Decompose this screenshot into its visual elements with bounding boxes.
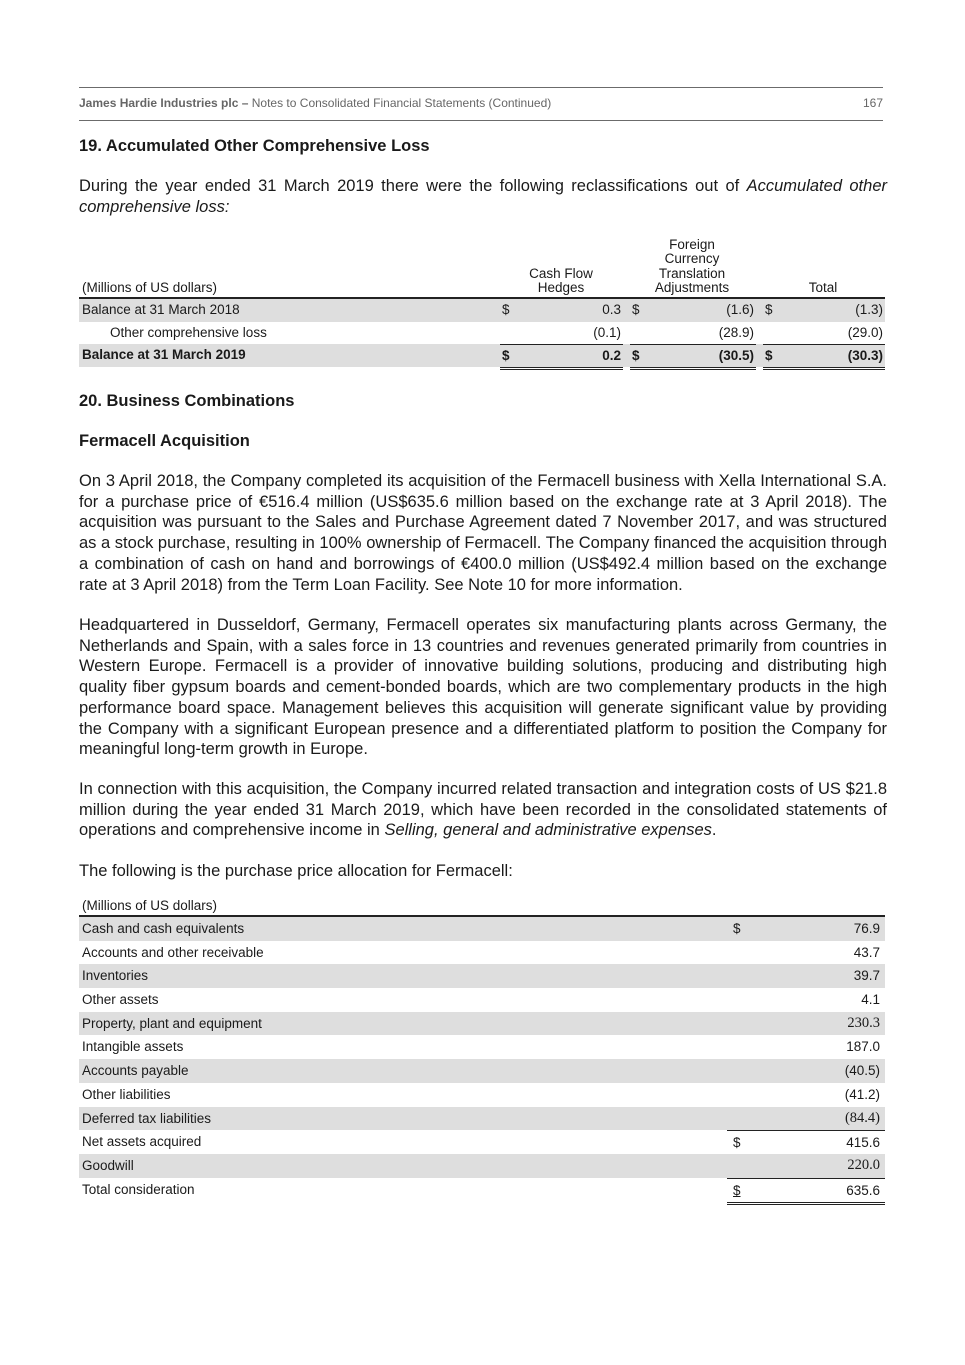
- row-label: Property, plant and equipment: [82, 1015, 262, 1031]
- header-top-rule: [79, 87, 883, 88]
- row-value: 230.3: [847, 1014, 880, 1031]
- table-row: [79, 1012, 885, 1036]
- row-value: 635.6: [846, 1182, 880, 1198]
- purchase-price-table: [79, 896, 885, 1201]
- currency-symbol: $: [733, 1135, 741, 1151]
- intro-italic-text: Accumulated other comprehensive loss:: [79, 177, 887, 216]
- currency-symbol: $: [733, 1182, 741, 1198]
- row-value: 220.0: [847, 1156, 880, 1173]
- row-label: Net assets acquired: [82, 1134, 202, 1150]
- total-value: (1.3): [855, 302, 883, 317]
- table-row-total: [79, 344, 885, 367]
- total-value: (29.0): [847, 324, 883, 340]
- cash-flow-hedges-value: 0.2: [602, 348, 621, 363]
- fx-translation-value: (30.5): [718, 348, 754, 363]
- para3-italic-text: Selling, general and administrative expenses: [384, 821, 712, 840]
- cash-flow-hedges-value: 0.3: [602, 302, 621, 317]
- row-value: 187.0: [846, 1039, 880, 1055]
- table-row: [79, 1154, 885, 1178]
- currency-symbol: $: [765, 348, 773, 363]
- row-label: Deferred tax liabilities: [82, 1110, 212, 1126]
- table-row-subtotal: [79, 1130, 885, 1154]
- table-row: [79, 917, 885, 941]
- row-value: 43.7: [853, 944, 880, 960]
- table-row: [79, 988, 885, 1012]
- row-label: Balance at 31 March 2019: [82, 347, 246, 362]
- currency-symbol: $: [632, 348, 640, 363]
- paragraph-allocation-intro: The following is the purchase price allocation for Fermacell:: [79, 862, 513, 880]
- section-19-title: 19. Accumulated Other Comprehensive Loss: [79, 137, 430, 155]
- intro-text: During the year ended 31 March 2019 there were the following reclassifications out of: [79, 177, 747, 195]
- table-row: [79, 299, 885, 322]
- row-label: Total consideration: [82, 1181, 195, 1197]
- row-value: 39.7: [853, 968, 880, 984]
- currency-symbol: $: [502, 348, 510, 363]
- total-value: (30.3): [847, 348, 883, 363]
- fx-translation-value: (28.9): [718, 324, 754, 340]
- row-value: 415.6: [846, 1135, 880, 1151]
- row-label: Goodwill: [82, 1157, 134, 1173]
- row-label: Other assets: [82, 992, 159, 1008]
- currency-symbol: $: [502, 302, 510, 317]
- aoci-table-header: [79, 235, 885, 299]
- row-label: Accounts and other receivable: [82, 944, 264, 960]
- page-header: [79, 96, 883, 110]
- paragraph-transaction-costs: [79, 779, 887, 841]
- table-row: [79, 941, 885, 965]
- row-value: 4.1: [861, 992, 880, 1008]
- page-number: 167: [862, 96, 883, 110]
- row-value: (40.5): [844, 1063, 880, 1079]
- paragraph-acquisition: On 3 April 2018, the Company completed its acquisition of the Fermacell business with Xella International S.A. for a purchase price of €516.4 million (US$635.6 million based on the exchange rate at 3 April 2018). The acquisition was pursuant to the Sales and Purchase Agreement dated 7 November 2017, and was structured as a stock purchase, resulting in 100% ownership of Fermacell. The Company financed the acquisition through a combination of cash on hand and borrowings of €400.0 million (US$492.4 million based on the exchange rate at 3 April 2018) from the Term Loan Facility. See Note 10 for more information.: [79, 472, 887, 594]
- col-cash-flow-hedges: Cash Flow Hedges: [529, 265, 593, 295]
- paragraph-headquarters: Headquartered in Dusseldorf, Germany, Fermacell operates six manufacturing plants across Germany, the Netherlands and Spain, with a sales force in 13 countries and revenues generated primarily from countries in Western Europe. Fermacell is a provider of innovative building solutions, producing and distributing high quality fiber gypsum boards and cement-bonded boards, which are two complementary products in the high performance board space. Management believes this acquisition will generate significant value by providing the Company with a significant European presence and a differentiated platform to position the Company for meaningful long-term growth in Europe.: [79, 616, 887, 759]
- aoci-table: [79, 235, 885, 367]
- col-total: Total: [808, 279, 838, 295]
- row-value: (84.4): [844, 1109, 880, 1126]
- table-row: [79, 1107, 885, 1131]
- header-subtitle: Notes to Consolidated Financial Statements (Continued): [251, 96, 552, 110]
- table-row: [79, 1083, 885, 1107]
- header-separator: –: [238, 96, 252, 110]
- para3-text: In connection with this acquisition, the Company incurred related transaction and integration costs of US $21.8 million during the year ended 31 March 2019, which have been recorded in the consolidated statements of operations and comprehensive income in: [79, 780, 887, 840]
- units-label: (Millions of US dollars): [82, 280, 218, 295]
- currency-symbol: $: [765, 302, 773, 317]
- row-label: Cash and cash equivalents: [82, 921, 245, 936]
- row-label: Balance at 31 March 2018: [82, 302, 240, 317]
- table-row: [79, 322, 885, 345]
- row-label: Accounts payable: [82, 1063, 189, 1079]
- row-value: (41.2): [844, 1086, 880, 1102]
- fermacell-subtitle: Fermacell Acquisition: [79, 432, 250, 450]
- row-label: Inventories: [82, 968, 149, 984]
- header-bottom-rule: [79, 120, 883, 121]
- row-label: Other liabilities: [82, 1086, 171, 1102]
- table-row: [79, 964, 885, 988]
- row-value: 76.9: [853, 921, 880, 936]
- section-19-intro: [79, 176, 887, 217]
- cash-flow-hedges-value: (0.1): [593, 324, 621, 340]
- table-row: [79, 1059, 885, 1083]
- units-label: (Millions of US dollars): [79, 896, 885, 917]
- table-row-total: [79, 1178, 885, 1202]
- header-title: [79, 96, 551, 110]
- row-label: Other comprehensive loss: [110, 324, 267, 340]
- currency-symbol: $: [632, 302, 640, 317]
- company-name: James Hardie Industries plc: [79, 96, 239, 110]
- col-fx-translation: Foreign Currency Translation Adjustments: [654, 237, 730, 295]
- table-row: [79, 1035, 885, 1059]
- currency-symbol: $: [733, 921, 741, 936]
- fx-translation-value: (1.6): [726, 302, 754, 317]
- section-20-title: 20. Business Combinations: [79, 392, 295, 410]
- row-label: Intangible assets: [82, 1039, 184, 1055]
- para3-end: .: [711, 821, 717, 840]
